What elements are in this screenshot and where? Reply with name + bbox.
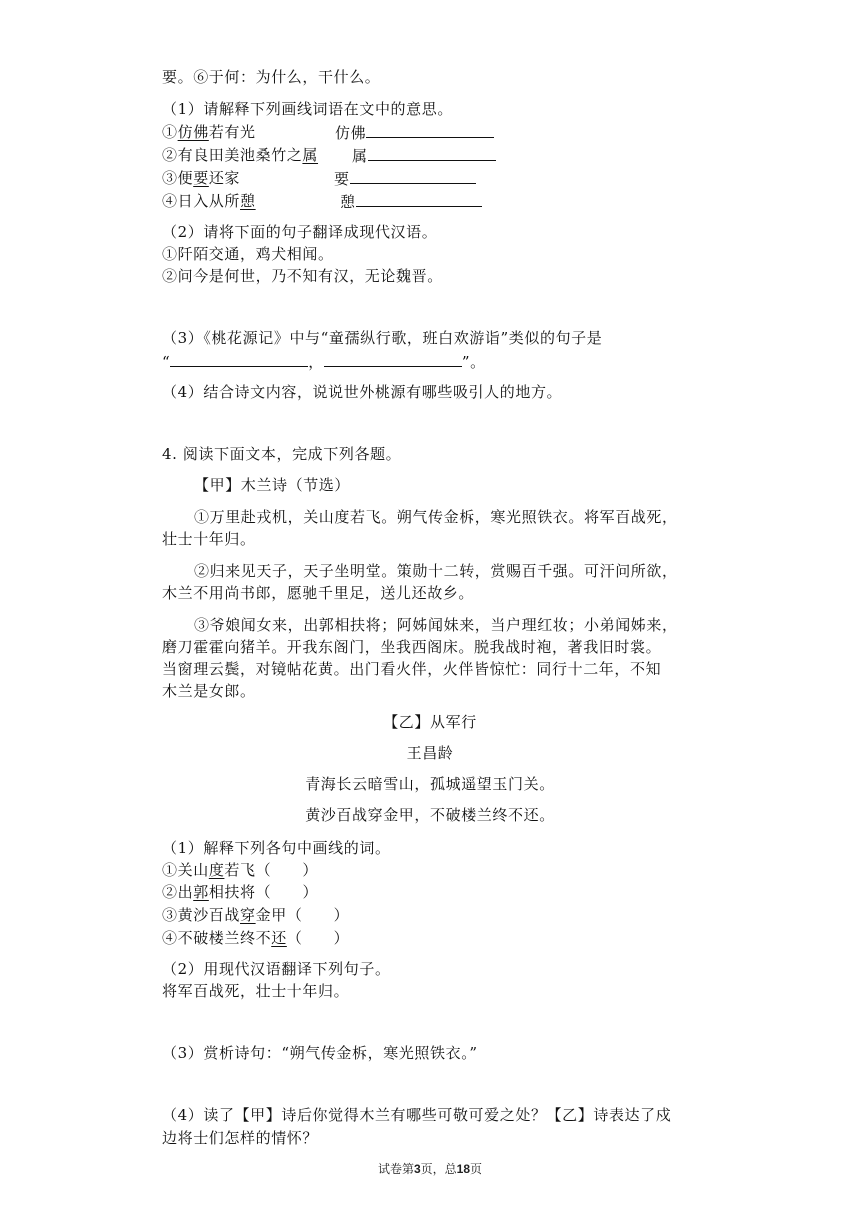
vocab-item: ④日入从所憩 — [162, 192, 256, 210]
vocab-item: ③便要还家 — [162, 169, 241, 187]
vocab-item: ④不破楼兰终不还（ ） — [162, 929, 350, 947]
translate-sentence: ②问今是何世，乃不知有汉，无论魏晋。 — [162, 267, 443, 285]
question-3-blanks: “ ， ”。 — [162, 350, 486, 373]
s4-question-3-title: （3）赏析诗句：“朔气传金柝，寒光照铁衣。” — [162, 1044, 478, 1062]
page-footer: 试卷第3页，总18页 — [377, 1162, 483, 1176]
answer-line: 属 — [352, 144, 496, 167]
poem-line: ①万里赴戎机，关山度若飞。朔气传金柝，寒光照铁衣。将军百战死， — [194, 508, 678, 526]
s4-question-4-title-cont: 边将士们怎样的情怀？ — [162, 1129, 319, 1147]
poem-line: 当窗理云鬓，对镜帖花黄。出门看火伴，火伴皆惊忙：同行十二年，不知 — [162, 660, 662, 678]
translate-sentence: 将军百战死，壮士十年归。 — [162, 982, 350, 1000]
vocab-item: ②有良田美池桑竹之属 — [162, 146, 319, 164]
poem-line: ②归来见天子，天子坐明堂。策勋十二转，赏赐百千强。可汗问所欲， — [194, 562, 678, 580]
s4-question-1-title: （1）解释下列各句中画线的词。 — [162, 839, 391, 857]
poem-line: 木兰是女郎。 — [162, 682, 256, 700]
vocab-item: ①仿佛若有光 — [162, 123, 256, 141]
yi-author: 王昌龄 — [406, 744, 454, 762]
question-2-title: （2）请将下面的句子翻译成现代汉语。 — [162, 223, 438, 241]
question-4-title: （4）结合诗文内容，说说世外桃源有哪些吸引人的地方。 — [162, 383, 563, 401]
yi-poem-line: 青海长云暗雪山，孤城遥望玉门关。 — [305, 775, 555, 793]
yi-title: 【乙】从军行 — [383, 713, 477, 731]
answer-line: 仿佛 — [335, 121, 494, 144]
s4-question-4-title: （4）读了【甲】诗后你觉得木兰有哪些可敬可爱之处？【乙】诗表达了戍 — [162, 1106, 672, 1124]
poem-line: 磨刀霍霍向猪羊。开我东阁门，坐我西阁床。脱我战时袍，著我旧时裳。 — [162, 638, 662, 656]
intro-note: 要。⑥于何：为什么，干什么。 — [162, 68, 381, 86]
poem-line: 壮士十年归。 — [162, 530, 256, 548]
vocab-item: ②出郭相扶将（ ） — [162, 883, 319, 901]
translate-sentence: ①阡陌交通，鸡犬相闻。 — [162, 245, 334, 263]
answer-line: 憩 — [340, 190, 482, 213]
section-heading: 4. 阅读下面文本，完成下列各题。 — [162, 445, 402, 463]
question-1-title: （1）请解释下列画线词语在文中的意思。 — [162, 100, 453, 118]
poem-line: ③爷娘闻女来，出郭相扶将；阿姊闻妹来，当户理红妆；小弟闻姊来， — [194, 616, 678, 634]
question-3-title: （3）《桃花源记》中与“童孺纵行歌，班白欢游诣”类似的句子是 — [162, 329, 603, 347]
jia-title: 【甲】木兰诗（节选） — [194, 476, 351, 494]
vocab-item: ①关山度若飞（ ） — [162, 861, 319, 879]
answer-line: 要 — [334, 167, 476, 190]
yi-poem-line: 黄沙百战穿金甲，不破楼兰终不还。 — [305, 806, 555, 824]
poem-line: 木兰不用尚书郎，愿驰千里足，送儿还故乡。 — [162, 584, 475, 602]
s4-question-2-title: （2）用现代汉语翻译下列句子。 — [162, 960, 391, 978]
vocab-item: ③黄沙百战穿金甲（ ） — [162, 906, 350, 924]
